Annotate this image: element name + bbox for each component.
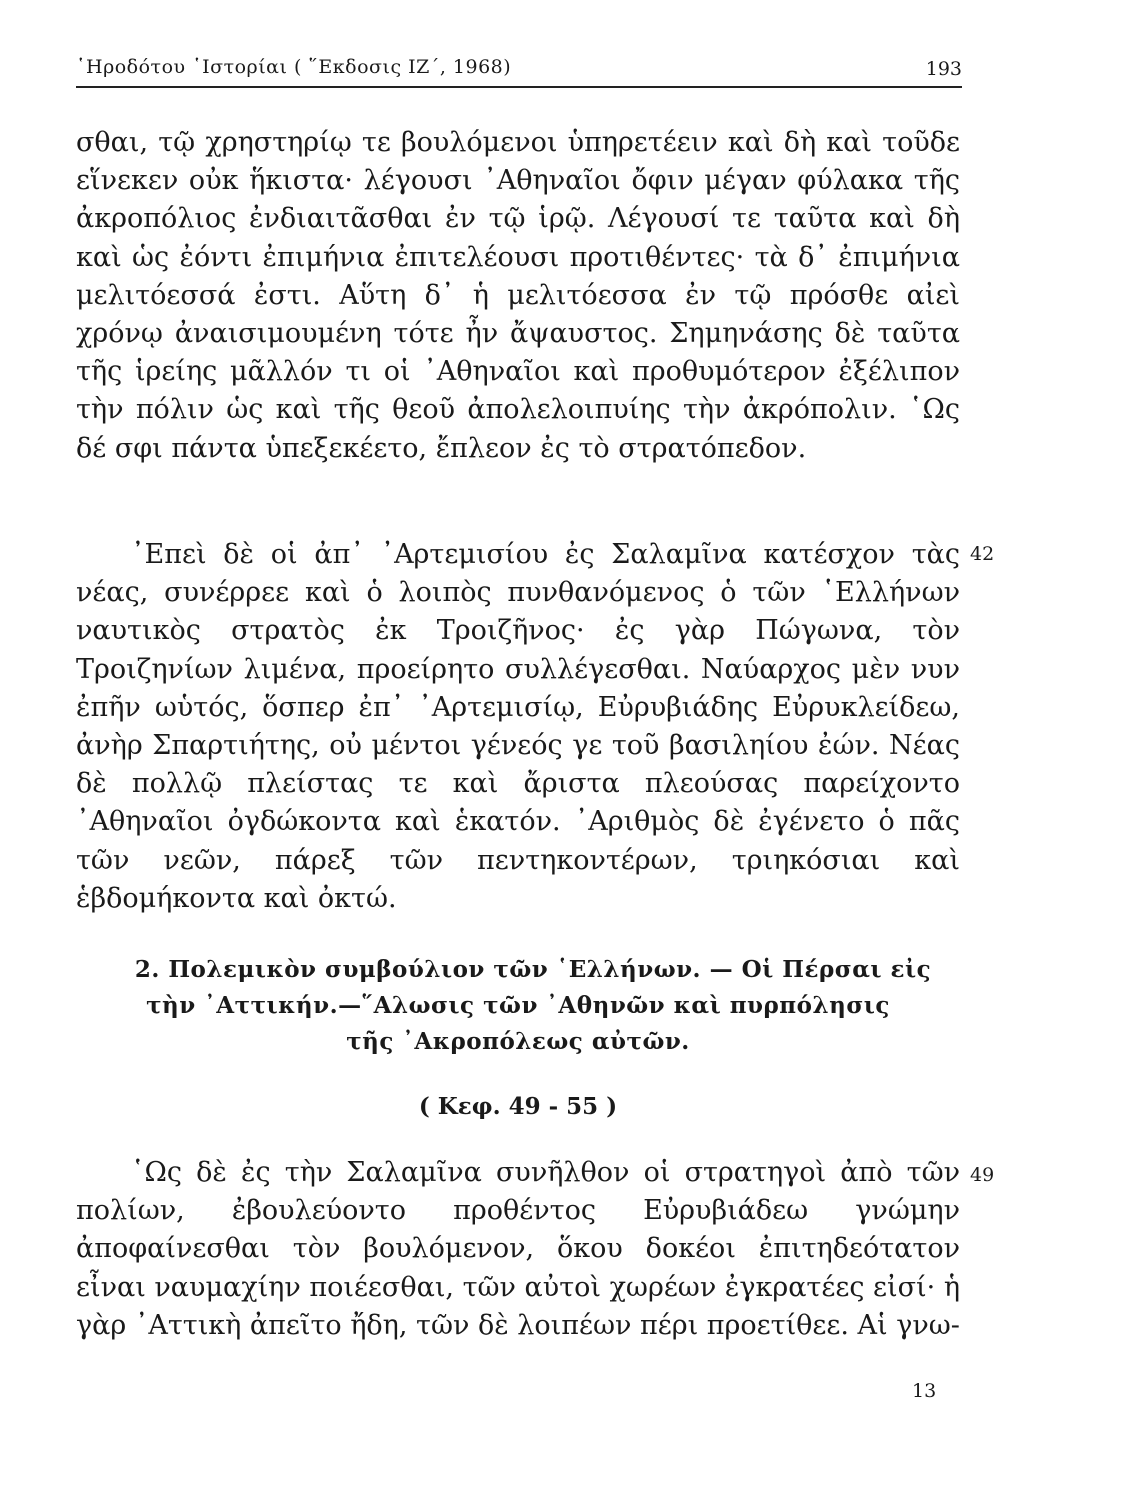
margin-chapter-number-42: 42 bbox=[970, 543, 995, 565]
paragraph-continued: σθαι, τῷ χρηστηρίῳ τε βουλόμενοι ὑπηρετέειν καὶ δὴ καὶ τοῦδε εἵνεκεν οὐκ ἥκιστα· λέγουσι ᾿Αθηναῖοι ὄφιν μέγαν φύλακα τῆς ἀκροπόλιος ἐνδιαιτᾶσθαι ἐν τῷ ἱρῷ. Λέγουσί τε ταῦτα καὶ δὴ καὶ ὡς ἐόντι ἐπιμήνια ἐπιτελέουσι προτιθέντες· τὰ δ᾿ ἐπιμήνια μελιτόεσσά ἐστι. Αὕτη δ᾿ ἡ μελιτόεσσα ἐν τῷ πρόσθε αἰεὶ χρόνῳ ἀναισιμουμένη τότε ἦν ἄψαυστος. Σημηνάσης δὲ ταῦτα τῆς ἱρείης μᾶλλόν τι οἱ ᾿Αθηναῖοι καὶ προθυμότερον ἐξέλιπον τὴν πόλιν ὡς καὶ τῆς θεοῦ ἀπολελοιπυίης τὴν ἀκρόπολιν. ῾Ως δέ σφι πάντα ὑπεξεκέετο, ἔπλεον ἐς τὸ στρατόπεδον. bbox=[76, 127, 960, 464]
running-title: ῾Ηροδότου ῾Ιστορίαι ( ῞Εκδοσις ΙΖ΄, 1968) bbox=[76, 56, 512, 78]
paragraph-chapter-42: ᾿Επεὶ δὲ οἱ ἀπ᾿ ᾿Αρτεμισίου ἐς Σαλαμῖνα κατέσχον τὰς νέας, συνέρρεε καὶ ὁ λοιπὸς πυνθανόμενος ὁ τῶν ῾Ελλήνων ναυτικὸς στρατὸς ἐκ Τροιζῆνος· ἐς γὰρ Πώγωνα, τὸν Τροιζηνίων λιμένα, προείρητο συλλέγεσθαι. Ναύαρχος μὲν νυν ἐπῆν ωὑτός, ὅσπερ ἐπ᾿ ᾿Αρτεμισίῳ, Εὐρυβιάδης Εὐρυκλείδεω, ἀνὴρ Σπαρτιήτης, οὐ μέντοι γένεός γε τοῦ βασιληίου ἐών. Νέας δὲ πολλῷ πλείστας τε καὶ ἄριστα πλεούσας παρείχοντο ᾿Αθηναῖοι ὀγδώκοντα καὶ ἑκατόν. ᾿Αριθμὸς δὲ ἐγένετο ὁ πᾶς τῶν νεῶν, πάρεξ τῶν πεντηκοντέρων, τριηκόσιαι καὶ ἑβδομήκοντα καὶ ὀκτώ. bbox=[76, 539, 960, 914]
signature-mark: 13 bbox=[912, 1380, 937, 1402]
section-heading-line-2: τὴν ᾿Αττικήν.—῞Αλωσις τῶν ᾿Αθηνῶν καὶ πυρπόλησις bbox=[146, 992, 890, 1019]
running-header bbox=[76, 52, 962, 88]
chapter-reference: ( Κεφ. 49 - 55 ) bbox=[418, 1093, 618, 1120]
paragraph-chapter-49: ῾Ως δὲ ἐς τὴν Σαλαμῖνα συνῆλθον οἱ στρατηγοὶ ἀπὸ τῶν πολίων, ἐβουλεύοντο προθέντος Εὐρυβιάδεω γνώμην ἀποφαίνεσθαι τὸν βουλόμενον, ὅκου δοκέοι ἐπιτηδεότατον εἶναι ναυμαχίην ποιέεσθαι, τῶν αὐτοὶ χωρέων ἐγκρατέες εἰσί· ἡ γὰρ ᾿Αττικὴ ἀπεῖτο ἤδη, τῶν δὲ λοιπέων πέρι προετίθεε. Αἱ γνω- bbox=[76, 1157, 960, 1341]
page-number: 193 bbox=[925, 58, 962, 80]
section-heading-line-1: 2. Πολεμικὸν συμβούλιον τῶν ῾Ελλήνων. — Οἱ Πέρσαι εἰς bbox=[134, 956, 932, 983]
margin-chapter-number-49: 49 bbox=[970, 1164, 995, 1186]
section-heading-line-3: τῆς ᾿Ακροπόλεως αὐτῶν. bbox=[346, 1028, 690, 1055]
section-heading bbox=[76, 952, 960, 1060]
